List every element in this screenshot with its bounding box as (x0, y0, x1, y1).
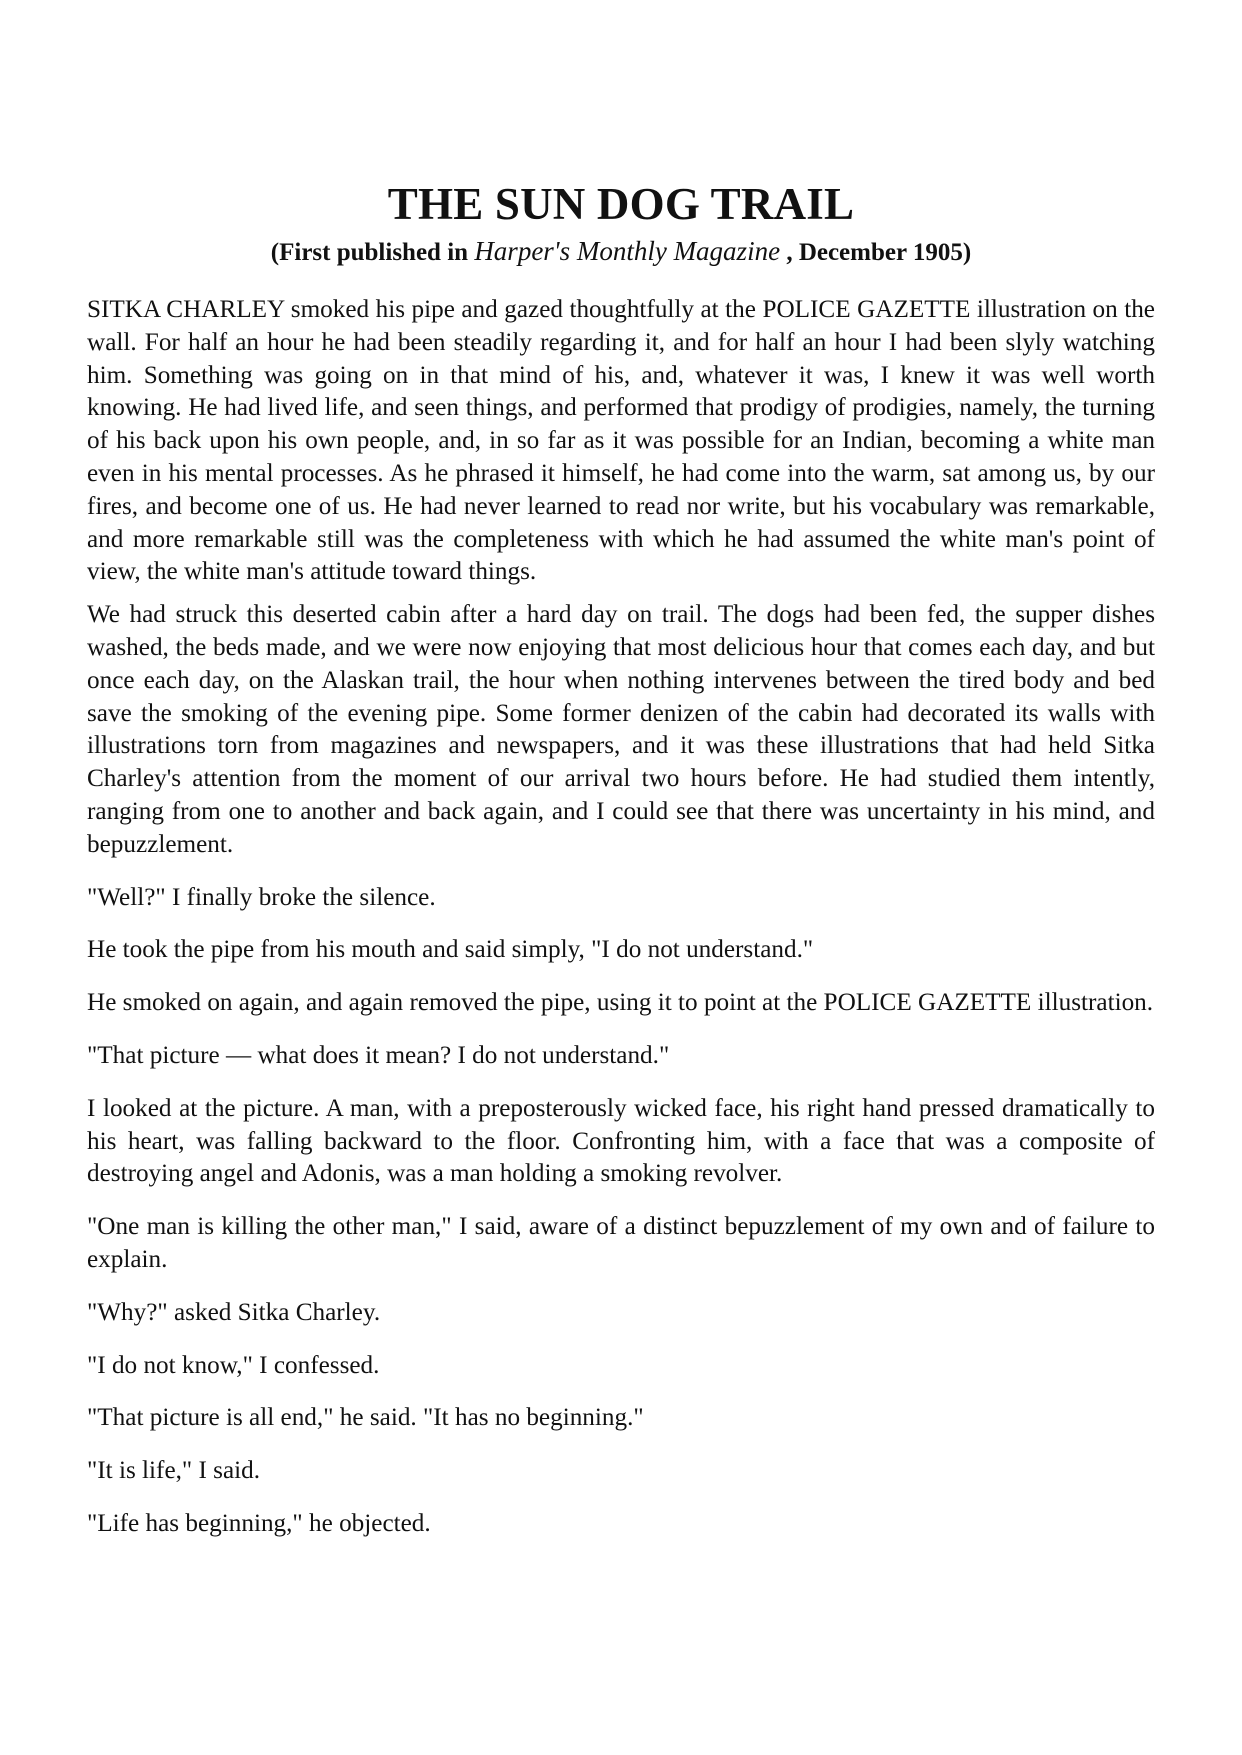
paragraph-7: I looked at the picture. A man, with a preposterously wicked face, his right hand pressed dramatically to his heart, was falling backward to the floor. Confronting him, with a face that was a composite of destroying angel and Adonis, was a man holding a smoking revolver. (87, 1094, 1155, 1188)
paragraph-2: We had struck this deserted cabin after a hard day on trail. The dogs had been fed, the supper dishes washed, the beds made, and we were now enjoying that most delicious hour that comes each day, and but once each day, on the Alaskan trail, the hour when nothing intervenes between the tired body and bed save the smoking of the evening pipe. Some former denizen of the cabin had decorated its walls with illustrations torn from magazines and newspapers, and it was these illustrations that had held Sitka Charley's attention from the moment of our arrival two hours before. He had studied them intently, ranging from one to another and back again, and I could see that there was uncertainty in his mind, and bepuzzlement. (87, 601, 1155, 858)
story-title: THE SUN DOG TRAIL (387, 179, 855, 229)
publication-note-prefix: (First published in (270, 239, 475, 266)
paragraph-12: "It is life," I said. (87, 1457, 261, 1485)
paragraph-6: "That picture — what does it mean? I do not understand." (87, 1041, 670, 1069)
paragraph-10: "I do not know," I confessed. (87, 1351, 380, 1379)
paragraph-13: "Life has beginning," he objected. (87, 1509, 431, 1537)
story-body (87, 294, 1155, 1541)
document-page (87, 0, 1155, 1561)
paragraph-4: He took the pipe from his mouth and said simply, "I do not understand." (87, 936, 814, 964)
paragraph-9: "Why?" asked Sitka Charley. (87, 1298, 381, 1326)
paragraph-5: He smoked on again, and again removed the pipe, using it to point at the POLICE GAZETTE illustration. (87, 989, 1154, 1017)
paragraph-8: "One man is killing the other man," I said, aware of a distinct bepuzzlement of my own and of failure to explain. (87, 1213, 1155, 1273)
magazine-name: Harper's Monthly Magazine (474, 236, 781, 266)
paragraph-11: "That picture is all end," he said. "It has no beginning." (87, 1404, 644, 1432)
paragraph-1: SITKA CHARLEY smoked his pipe and gazed thoughtfully at the POLICE GAZETTE illustration on the wall. For half an hour he had been steadily regarding it, and for half an hour I had been slyly watching him. Something was going on in that mind of his, and, whatever it was, I knew it was well worth knowing. He had lived life, and seen things, and performed that prodigy of prodigies, namely, the turning of his back upon his own people, and, in so far as it was possible for an Indian, becoming a white man even in his mental processes. As he phrased it himself, he had come into the warm, sat among us, by our fires, and become one of us. He had never learned to read nor write, but his vocabulary was remarkable, and more remarkable still was the completeness with which he had assumed the white man's point of view, the white man's attitude toward things. (87, 296, 1155, 586)
publication-note-suffix: , December 1905) (780, 239, 972, 266)
paragraph-3: "Well?" I finally broke the silence. (87, 883, 436, 911)
publication-note (87, 234, 1155, 270)
